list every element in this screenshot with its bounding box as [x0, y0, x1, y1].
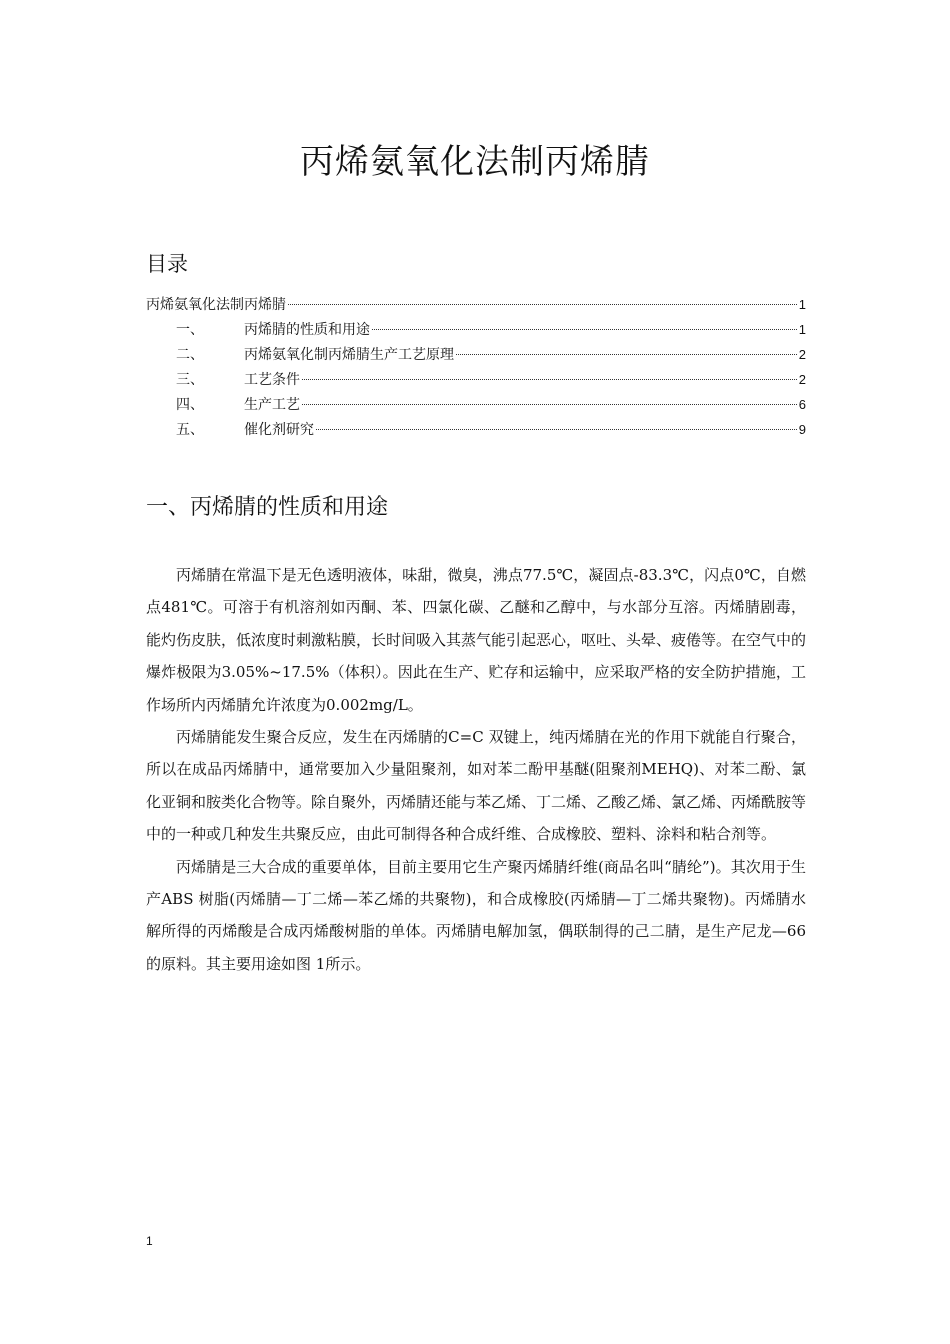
toc-entry-number: 四、 — [176, 397, 204, 413]
toc-leader-dots — [316, 429, 797, 430]
toc-entry-number: 五、 — [176, 422, 204, 438]
toc-leader-dots — [302, 404, 797, 405]
toc-entry-text: 工艺条件 — [244, 372, 300, 388]
page-number: 1 — [146, 1234, 153, 1248]
toc-entry[interactable] — [146, 392, 806, 417]
toc-leader-dots — [302, 379, 797, 380]
table-of-contents — [146, 292, 806, 442]
toc-entry-text: 丙烯腈的性质和用途 — [244, 322, 370, 338]
section-heading: 一、丙烯腈的性质和用途 — [146, 495, 389, 520]
body-paragraph: 丙烯腈在常温下是无色透明液体，味甜，微臭，沸点77.5℃，凝固点-83.3℃，闪点0℃，自燃点481℃。可溶于有机溶剂如丙酮、苯、四氯化碳、乙醚和乙醇中，与水部分互溶。丙烯腈剧毒，能灼伤皮肤，低浓度时刺激粘膜，长时间吸入其蒸气能引起恶心，呕吐、头晕、疲倦等。在空气中的爆炸极限为3.05%~17.5%（体积）。因此在生产、贮存和运输中，应采取严格的安全防护措施，工作场所内丙烯腈允许浓度为0.002mg/L。 — [146, 566, 807, 714]
toc-entry-text: 丙烯氨氧化法制丙烯腈 — [146, 297, 286, 313]
body-paragraph: 丙烯腈能发生聚合反应，发生在丙烯腈的C=C 双键上，纯丙烯腈在光的作用下就能自行聚合，所以在成品丙烯腈中，通常要加入少量阻聚剂，如对苯二酚甲基醚(阻聚剂MEHQ)、对苯二酚、氯化亚铜和胺类化合物等。除自聚外，丙烯腈还能与苯乙烯、丁二烯、乙酸乙烯、氯乙烯、丙烯酰胺等中的一种或几种发生共聚反应，由此可制得各种合成纤维、合成橡胶、塑料、涂料和粘合剂等。 — [146, 728, 807, 844]
toc-leader-dots — [372, 329, 797, 330]
toc-entry-text: 丙烯氨氧化制丙烯腈生产工艺原理 — [244, 347, 454, 363]
document-title: 丙烯氨氧化法制丙烯腈 — [300, 142, 650, 182]
section-body — [146, 559, 806, 980]
body-paragraph: 丙烯腈是三大合成的重要单体，目前主要用它生产聚丙烯腈纤维(商品名叫“腈纶”)。其次用于生产ABS 树脂(丙烯腈—丁二烯—苯乙烯的共聚物)，和合成橡胶(丙烯腈—丁二烯共聚物)。丙烯腈水解所得的丙烯酸是合成丙烯酸树脂的单体。丙烯腈电解加氢，偶联制得的己二腈，是生产尼龙—66 的原料。其主要用途如图 1所示。 — [146, 857, 806, 973]
toc-entry-number: 一、 — [176, 322, 204, 338]
toc-entry-page: 1 — [798, 322, 806, 337]
toc-entry-text: 生产工艺 — [244, 397, 300, 413]
toc-entry-page: 6 — [798, 397, 806, 412]
toc-entry[interactable] — [146, 367, 806, 392]
toc-entry[interactable] — [146, 317, 806, 342]
toc-entry-number: 三、 — [176, 372, 204, 388]
toc-entry-page: 2 — [798, 347, 806, 362]
toc-entry-text: 催化剂研究 — [244, 422, 314, 438]
toc-entry-page: 2 — [798, 372, 806, 387]
toc-entry[interactable] — [146, 417, 806, 442]
toc-entry-page: 1 — [798, 297, 806, 312]
toc-heading: 目录 — [146, 252, 188, 276]
toc-leader-dots — [288, 304, 797, 305]
toc-entry-page: 9 — [798, 422, 806, 437]
toc-entry[interactable] — [146, 292, 806, 317]
toc-leader-dots — [456, 354, 797, 355]
toc-entry-number: 二、 — [176, 347, 204, 363]
toc-entry[interactable] — [146, 342, 806, 367]
